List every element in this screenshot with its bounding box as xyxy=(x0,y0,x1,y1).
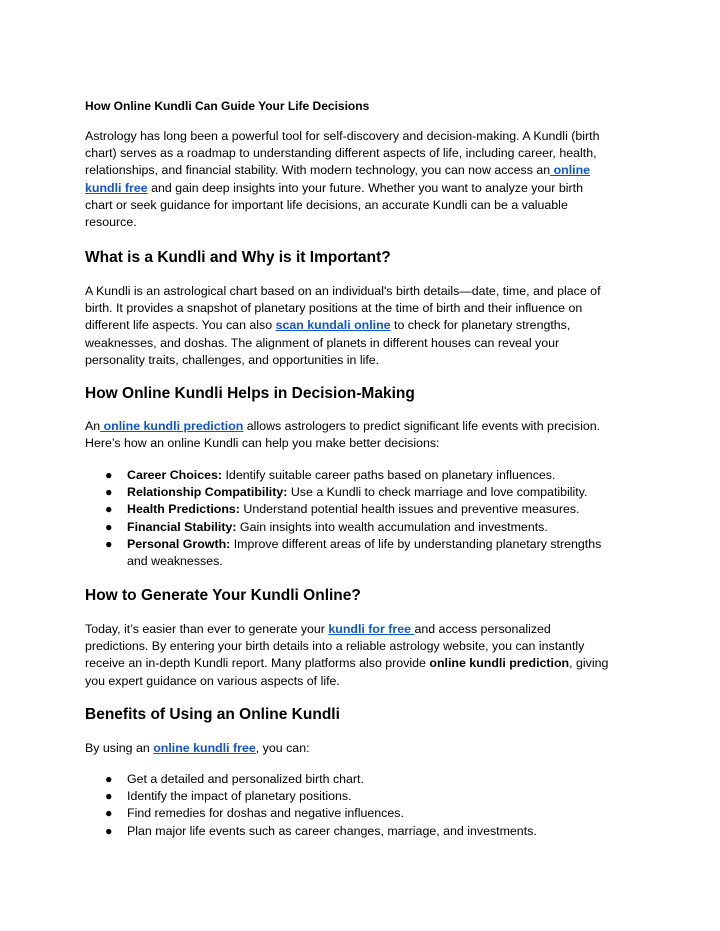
list-item: ● Plan major life events such as career changes, marriage, and investments. xyxy=(105,823,537,838)
list-item: ● Personal Growth: Improve different areas of life by understanding planetary strengths and weaknesses. xyxy=(105,536,602,569)
benefits-list xyxy=(85,771,645,840)
generate-kundli-paragraph: Today, it’s easier than ever to generate your kundli for free and access personalized predictions. By entering your birth details into a reliable astrology website, you can instantly receive an in-depth Kundli report. Many platforms also provide online kundli prediction, giving you expert guidance on various aspects of life. xyxy=(85,622,609,688)
scan-kundali-online-link[interactable]: scan kundali online xyxy=(275,318,391,333)
list-item: ● Career Choices: Identify suitable career paths based on planetary influences. xyxy=(105,468,556,482)
benefits-intro-paragraph: By using an online kundli free, you can: xyxy=(85,741,310,755)
list-item: ● Health Predictions: Understand potential health issues and preventive measures. xyxy=(105,502,580,517)
section-heading-what-is-kundli: What is a Kundli and Why is it Important? xyxy=(85,249,391,266)
intro-paragraph: Astrology has long been a powerful tool for self-discovery and decision-making. A Kundli (birth chart) serves as a roadmap to understanding different aspects of life, including career, health, relationships, and financial stability. With modern technology, you can now access an online kundli free and gain deep insights into your future. Whether you want to analyze your birth chart or seek guidance for important life decisions, an accurate Kundli can be a valuable resource. xyxy=(85,129,600,230)
online-kundli-prediction-link[interactable]: online kundli prediction xyxy=(100,419,244,433)
document-title: How Online Kundli Can Guide Your Life Decisions xyxy=(85,99,370,113)
list-item: ● Get a detailed and personalized birth chart. xyxy=(105,772,364,786)
list-item: ● Relationship Compatibility: Use a Kundli to check marriage and love compatibility. xyxy=(105,485,588,500)
list-item: ● Find remedies for doshas and negative influences. xyxy=(105,806,404,821)
section-heading-benefits: Benefits of Using an Online Kundli xyxy=(85,706,340,723)
list-item: ● Identify the impact of planetary positions. xyxy=(105,789,352,804)
kundli-for-free-link[interactable]: kundli for free xyxy=(328,622,415,636)
online-kundli-free-link-2[interactable]: online kundli free xyxy=(153,741,256,755)
decision-benefits-list xyxy=(85,467,645,570)
online-kundli-free-link-cont[interactable]: kundli free xyxy=(85,180,148,195)
what-is-kundli-paragraph: A Kundli is an astrological chart based on an individual's birth details—date, time, and place of birth. It provides a snapshot of planetary positions at the time of birth and their influence on different life aspects. You can also scan kundali online to check for planetary strengths, weaknesses, and doshas. The alignment of planets in different houses can reveal your personality traits, challenges, and opportunities in life. xyxy=(85,284,601,367)
decision-making-paragraph: An online kundli prediction allows astrologers to predict significant life events with precision. Here’s how an online Kundli can help you make better decisions: xyxy=(85,419,601,451)
section-heading-generate-kundli: How to Generate Your Kundli Online? xyxy=(85,587,361,604)
section-heading-decision-making: How Online Kundli Helps in Decision-Making xyxy=(85,385,415,402)
list-item: ● Financial Stability: Gain insights into wealth accumulation and investments. xyxy=(105,519,548,534)
online-kundli-free-link[interactable]: online xyxy=(550,163,591,178)
